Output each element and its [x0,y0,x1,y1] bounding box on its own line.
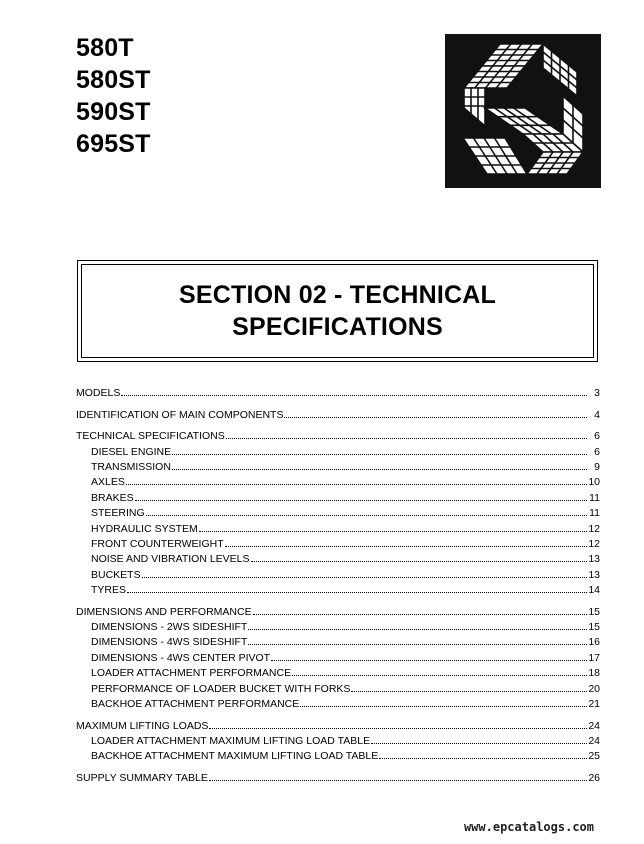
toc-entry-label: BUCKETS [91,568,141,581]
toc-page-number: 24 [588,734,600,747]
toc-subentry[interactable] [76,506,600,521]
section-title-frame [81,264,594,358]
model-list [76,32,151,160]
toc-entry-label: STEERING [91,507,145,520]
toc-page-number: 13 [588,568,600,581]
toc-entry-label: SUPPLY SUMMARY TABLE [76,771,208,784]
toc-entry[interactable] [76,719,600,734]
toc-dot-leader [172,454,587,455]
toc-dot-leader [251,561,587,562]
toc-page-number: 13 [588,553,600,566]
toc-subentry[interactable] [76,635,600,650]
toc-entry-label: MODELS [76,387,121,399]
toc-entry-label: DIESEL ENGINE [91,445,172,458]
toc-dot-leader [253,614,587,615]
watermark: www.epcatalogs.com [463,820,594,834]
toc-entry[interactable] [76,408,600,423]
toc-page-number: 20 [588,682,600,695]
toc-entry-label: DIMENSIONS - 2WS SIDESHIFT [91,621,248,634]
toc-entry-label: DIMENSIONS - 4WS CENTER PIVOT [91,651,271,664]
toc-dot-leader [127,592,587,593]
toc-page-number: 6 [594,430,600,443]
toc-page-number: 6 [594,445,600,458]
toc-entry-label: LOADER ATTACHMENT MAXIMUM LIFTING LOAD TABLE [91,734,371,747]
toc-page-number: 9 [594,460,600,473]
toc-entry-label: IDENTIFICATION OF MAIN COMPONENTS [76,408,284,421]
cube-s-logo-icon [445,34,601,188]
toc-dot-leader [209,728,587,729]
toc-dot-leader [146,515,587,516]
toc-page-number: 15 [588,605,600,618]
section-title-line-1: SECTION 02 - TECHNICAL [179,281,496,309]
toc-entry-label: DIMENSIONS - 4WS SIDESHIFT [91,636,248,649]
toc-subentry[interactable] [76,522,600,537]
toc-entry[interactable] [76,429,600,444]
toc-page-number: 26 [588,771,600,784]
toc-dot-leader [142,577,587,578]
toc-dot-leader [172,469,587,470]
toc-entry-label: TRANSMISSION [91,460,171,473]
toc-subentry[interactable] [76,445,600,460]
toc-subentry[interactable] [76,552,600,567]
toc-dot-leader [248,644,587,645]
toc-dot-leader [126,484,587,485]
toc-dot-leader [199,531,587,532]
model-name: 695ST [76,130,151,158]
toc-dot-leader [292,675,587,676]
toc-subentry[interactable] [76,682,600,697]
toc-entry[interactable] [76,386,600,401]
toc-entry-label: BRAKES [91,491,134,504]
toc-entry-label: PERFORMANCE OF LOADER BUCKET WITH FORKS [91,682,351,695]
toc-page-number: 11 [589,491,600,504]
toc-page-number: 14 [588,584,600,597]
toc-subentry[interactable] [76,583,600,598]
toc-page-number: 17 [588,651,600,664]
toc-subentry[interactable] [76,666,600,681]
toc-dot-leader [371,743,587,744]
toc-dot-leader [225,546,587,547]
toc-page-number: 25 [588,750,600,763]
model-name: 590ST [76,98,151,126]
toc-dot-leader [135,500,587,501]
toc-entry-label: AXLES [91,476,125,489]
toc-dot-leader [121,395,587,396]
model-name: 580T [76,34,134,62]
toc-subentry[interactable] [76,620,600,635]
toc-page-number: 12 [588,537,600,550]
logo-graphic [445,34,601,188]
toc-entry-label: DIMENSIONS AND PERFORMANCE [76,605,252,618]
toc-page-number: 3 [594,387,600,399]
toc-page-number: 24 [588,719,600,732]
toc-subentry[interactable] [76,697,600,712]
toc-dot-leader [209,780,587,781]
toc-subentry[interactable] [76,734,600,749]
toc-subentry[interactable] [76,491,600,506]
toc-subentry[interactable] [76,651,600,666]
toc-entry-label: TYRES [91,584,127,597]
toc-entry-label: NOISE AND VIBRATION LEVELS [91,553,250,566]
toc-dot-leader [379,758,587,759]
model-name: 580ST [76,66,151,94]
toc-dot-leader [284,417,587,418]
toc-subentry[interactable] [76,749,600,764]
toc-page-number: 12 [588,522,600,535]
toc-subentry[interactable] [76,537,600,552]
section-title-box [77,260,598,362]
toc-entry-label: LOADER ATTACHMENT PERFORMANCE [91,667,292,680]
toc-dot-leader [271,660,587,661]
toc-dot-leader [351,691,587,692]
toc-page-number: 10 [588,476,600,489]
toc-subentry[interactable] [76,460,600,475]
toc-dot-leader [226,438,587,439]
table-of-contents [76,386,600,786]
section-title-line-2: SPECIFICATIONS [232,313,443,341]
toc-page-number: 4 [594,408,600,421]
toc-entry[interactable] [76,605,600,620]
toc-page-number: 18 [588,667,600,680]
toc-entry-label: BACKHOE ATTACHMENT MAXIMUM LIFTING LOAD TABLE [91,750,379,763]
toc-page-number: 15 [588,621,600,634]
toc-page-number: 11 [589,507,600,520]
toc-subentry[interactable] [76,568,600,583]
toc-entry-label: TECHNICAL SPECIFICATIONS [76,430,225,443]
toc-entry-label: MAXIMUM LIFTING LOADS [76,719,209,732]
toc-subentry[interactable] [76,475,600,490]
toc-page-number: 16 [588,636,600,649]
toc-entry-label: FRONT COUNTERWEIGHT [91,537,224,550]
toc-page-number: 21 [588,697,600,710]
toc-dot-leader [300,706,587,707]
toc-dot-leader [248,629,587,630]
toc-entry-label: HYDRAULIC SYSTEM [91,522,198,535]
toc-entry-label: BACKHOE ATTACHMENT PERFORMANCE [91,697,300,710]
toc-entry[interactable] [76,771,600,786]
